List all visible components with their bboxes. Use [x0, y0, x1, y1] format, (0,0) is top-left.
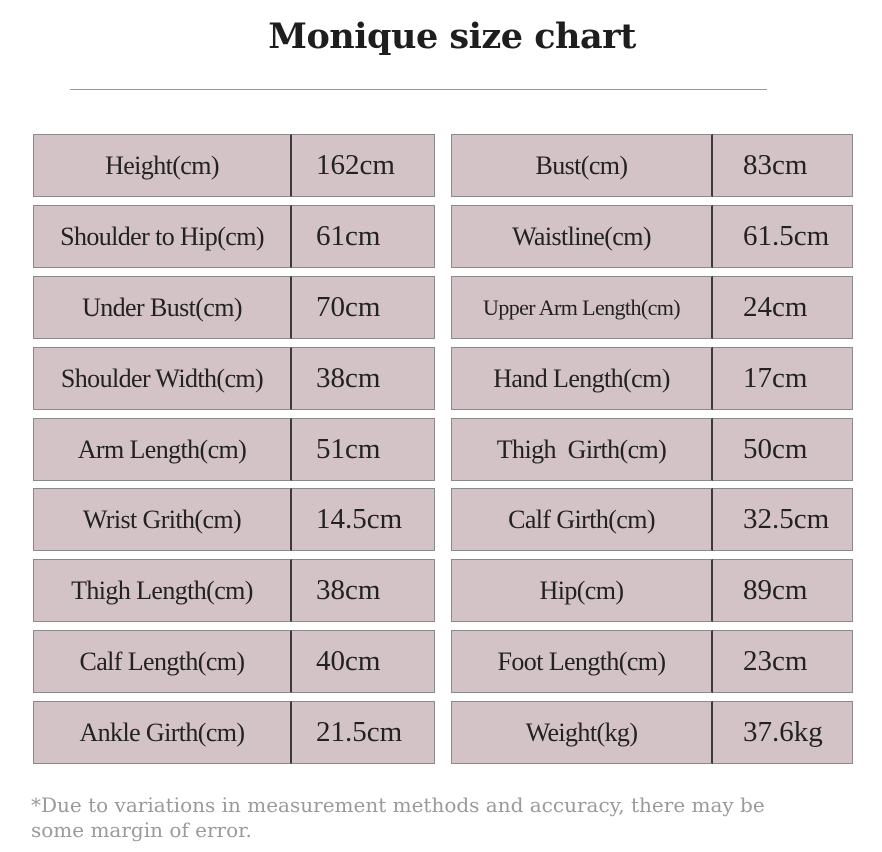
measurement-label: Thigh Girth(cm) — [451, 418, 713, 481]
table-row — [451, 205, 853, 268]
measurement-label: Waistline(cm) — [451, 205, 713, 268]
measurement-value: 162cm — [292, 134, 435, 197]
measurement-label: Calf Girth(cm) — [451, 488, 713, 551]
measurement-label: Shoulder to Hip(cm) — [33, 205, 292, 268]
table-row — [33, 276, 435, 339]
table-row — [33, 559, 435, 622]
measurement-label: Ankle Girth(cm) — [33, 701, 292, 764]
title-divider — [70, 89, 767, 90]
measurement-label: Upper Arm Length(cm) — [451, 276, 713, 339]
measurement-value: 89cm — [713, 559, 853, 622]
measurement-value: 61cm — [292, 205, 435, 268]
measurement-label: Height(cm) — [33, 134, 292, 197]
measurement-value: 14.5cm — [292, 488, 435, 551]
table-row — [451, 488, 853, 551]
table-row — [33, 630, 435, 693]
measurement-label: Hip(cm) — [451, 559, 713, 622]
table-row — [33, 134, 435, 197]
table-row — [33, 205, 435, 268]
measurement-value: 83cm — [713, 134, 853, 197]
measurement-value: 24cm — [713, 276, 853, 339]
measurement-value: 70cm — [292, 276, 435, 339]
table-row — [451, 418, 853, 481]
measurement-label: Foot Length(cm) — [451, 630, 713, 693]
measurement-label: Shoulder Width(cm) — [33, 347, 292, 410]
table-row — [33, 488, 435, 551]
measurement-label: Weight(kg) — [451, 701, 713, 764]
table-row — [451, 559, 853, 622]
measurement-label: Bust(cm) — [451, 134, 713, 197]
table-row — [451, 630, 853, 693]
measurement-label: Wrist Grith(cm) — [33, 488, 292, 551]
measurement-label: Thigh Length(cm) — [33, 559, 292, 622]
table-row — [451, 276, 853, 339]
disclaimer-note: *Due to variations in measurement methods and accuracy, there may be some margin of error. — [31, 793, 765, 842]
measurement-value: 21.5cm — [292, 701, 435, 764]
measurement-value: 32.5cm — [713, 488, 853, 551]
table-row — [451, 701, 853, 764]
measurement-value: 37.6kg — [713, 701, 853, 764]
table-row — [33, 418, 435, 481]
measurement-label: Under Bust(cm) — [33, 276, 292, 339]
measurement-value: 17cm — [713, 347, 853, 410]
table-row — [33, 347, 435, 410]
measurement-label: Hand Length(cm) — [451, 347, 713, 410]
table-row — [451, 134, 853, 197]
page-title: Monique size chart — [268, 16, 636, 57]
measurement-label: Calf Length(cm) — [33, 630, 292, 693]
measurement-value: 23cm — [713, 630, 853, 693]
measurement-label: Arm Length(cm) — [33, 418, 292, 481]
measurement-value: 51cm — [292, 418, 435, 481]
measurement-value: 38cm — [292, 347, 435, 410]
measurement-value: 61.5cm — [713, 205, 853, 268]
table-row — [451, 347, 853, 410]
table-row — [33, 701, 435, 764]
measurement-value: 40cm — [292, 630, 435, 693]
measurement-value: 50cm — [713, 418, 853, 481]
measurement-value: 38cm — [292, 559, 435, 622]
